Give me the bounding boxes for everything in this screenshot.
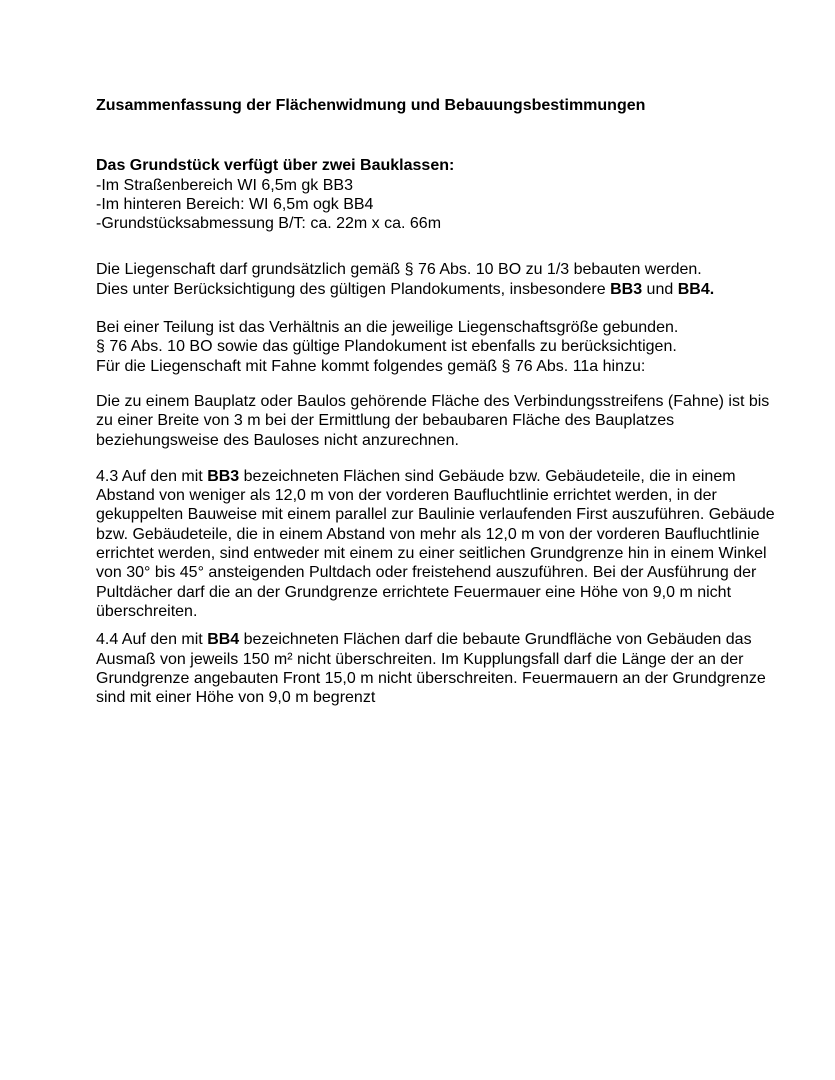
text-run: und	[642, 280, 678, 298]
text-run: Für die Liegenschaft mit Fahne kommt folgendes gemäß § 76 Abs. 11a hinzu:	[96, 357, 646, 375]
text-run: überschreiten.	[96, 602, 198, 620]
text-run: 4.3 Auf den mit	[96, 467, 208, 485]
text-run: Dies unter Berücksichtigung des gültigen Plandokuments, insbesondere	[96, 280, 611, 298]
text-run: Grundgrenze angebauten Front 15,0 m nicht überschreiten. Feuermauern an der Grundgrenze	[96, 669, 766, 687]
text-run-bold: Das Grundstück verfügt über zwei Bauklassen:	[96, 157, 455, 175]
paragraph-4-3	[96, 467, 775, 621]
text-run: Ausmaß von jeweils 150 m² nicht überschreiten. Im Kupplungsfall darf die Länge der an der	[96, 650, 744, 668]
text-run: gekuppelten Bauweise mit einem parallel zur Baulinie verlaufenden First auszuführen. Gebäude	[96, 506, 775, 524]
text-run: bzw. Gebäudeteile, die in einem Abstand von mehr als 12,0 m von der vorderen Baufluchtlinie	[96, 525, 760, 543]
text-run-bold: BB4.	[677, 280, 715, 298]
text-run: von 30° bis 45° ansteigenden Pultdach oder freistehend auszuführen. Bei der Ausführung der	[96, 564, 757, 582]
text-run: zu einer Breite von 3 m bei der Ermittlung der bebaubaren Fläche des Bauplatzes	[96, 412, 675, 430]
text-run-bold: BB3	[610, 280, 643, 298]
text-run: bezeichneten Flächen sind Gebäude bzw. Gebäudeteile, die in einem	[239, 467, 736, 485]
text-run: bezeichneten Flächen darf die bebaute Grundfläche von Gebäuden das	[239, 631, 752, 649]
paragraph-teilung	[96, 318, 745, 376]
text-run-bold: BB4	[207, 631, 240, 649]
text-run: beziehungsweise des Bauloses nicht anzurechnen.	[96, 431, 459, 449]
paragraph-4-4	[96, 630, 766, 707]
text-run: Abstand von weniger als 12,0 m von der vorderen Baufluchtlinie errichtet werden, in der	[96, 487, 717, 505]
text-run: -Im hinteren Bereich: WI 6,5m ogk BB4	[96, 195, 374, 213]
text-run-bold: Zusammenfassung der Flächenwidmung und Bebauungsbestimmungen	[96, 97, 646, 114]
text-run: -Im Straßenbereich WI 6,5m gk BB3	[96, 176, 353, 194]
text-run: Die zu einem Bauplatz oder Baulos gehörende Fläche des Verbindungsstreifens (Fahne) ist bis	[96, 392, 770, 410]
paragraph-fahne	[96, 392, 770, 450]
text-run: Bei einer Teilung ist das Verhältnis an die jeweilige Liegenschaftsgröße gebunden.	[96, 319, 679, 337]
text-run: sind mit einer Höhe von 9,0 m begrenzt	[96, 689, 376, 707]
text-run: Die Liegenschaft darf grundsätzlich gemäß § 76 Abs. 10 BO zu 1/3 bebauten werden.	[96, 261, 702, 279]
text-run: errichtet werden, sind entweder mit einem zu einer seitlichen Grundgrenze hin in einem Winkel	[96, 545, 767, 563]
text-run: § 76 Abs. 10 BO sowie das gültige Plandokument ist ebenfalls zu berücksichtigen.	[96, 338, 677, 356]
text-run: Pultdächer darf die an der Grundgrenze errichtete Feuermauer eine Höhe von 9,0 m nicht	[96, 583, 732, 601]
document-body	[96, 96, 775, 707]
paragraph-liegenschaft	[96, 260, 745, 299]
text-run-bold: BB3	[207, 467, 240, 485]
text-run: -Grundstücksabmessung B/T: ca. 22m x ca. 66m	[96, 215, 442, 233]
text-run: 4.4 Auf den mit	[96, 631, 208, 649]
document-title	[96, 96, 745, 115]
section-bauklassen	[96, 156, 745, 233]
